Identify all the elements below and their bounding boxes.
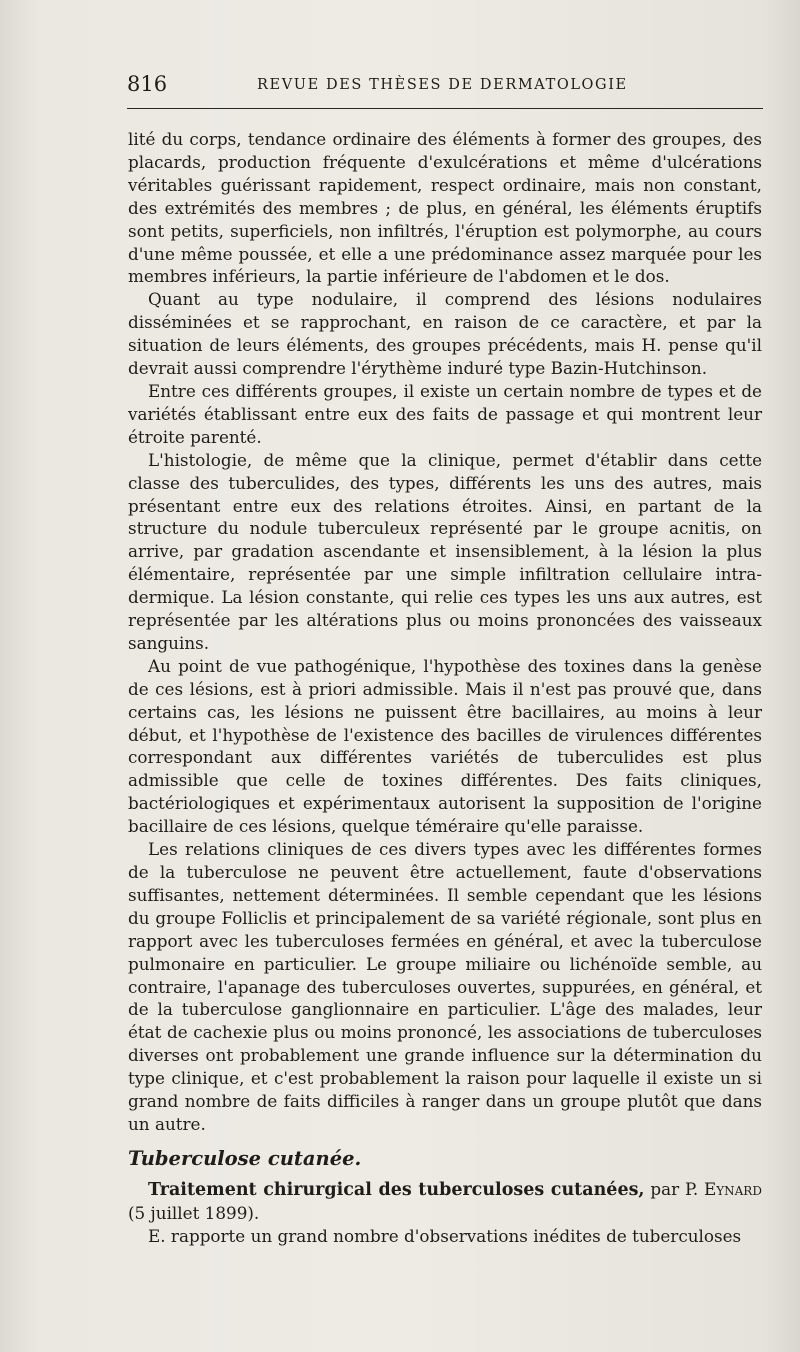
paragraph-2: Quant au type nodulaire, il comprend des lésions nodulaires disséminées et se rapprochant, en raison de ce caractère, et par la situation de leurs éléments, des groupes précédents, mais H. pense qu'il devrait aussi comprendre l'érythème induré type Bazin-Hutchinson.: [128, 289, 762, 379]
body-text: [128, 128, 762, 1248]
paragraph-3: Entre ces différents groupes, il existe un certain nombre de types et de variétés établissant entre eux des faits de passage et qui montrent leur étroite parenté.: [128, 380, 762, 447]
section-title: Tuberculose cutanée.: [128, 1146, 362, 1170]
paragraph-5: Au point de vue pathogénique, l'hypothèse des toxines dans la genèse de ces lésions, est à priori admissible. Mais il n'est pas prouvé que, dans certains cas, les lésions ne puissent être bacillaires, au moins à leur début, et l'hypothèse de l'existence des bacilles de virulences différentes correspondant aux différentes variétés de tuberculides est plus admissible que celle de toxines différentes. Des faits cliniques, bactériologiques et expérimentaux autorisent la supposition de l'origine bacillaire de ces lésions, quelque téméraire qu'elle paraisse.: [128, 655, 762, 837]
article-title: Traitement chirurgical des tuberculoses cutanées,: [148, 1179, 645, 1200]
paragraph-1: lité du corps, tendance ordinaire des éléments à former des groupes, des placards, production fréquente d'exulcérations et même d'ulcérations véritables guérissant rapidement, respect ordinaire, mais non constant, des extrémités des membres ; de plus, en général, les éléments éruptifs sont petits, superficiels, non infiltrés, l'éruption est polymorphe, au cours d'une même poussée, et elle a une prédominance assez marquée pour les membres inférieurs, la partie inférieure de l'abdomen et le dos.: [128, 129, 762, 287]
article-date: (5 juillet 1899).: [128, 1202, 260, 1223]
paragraph-6: Les relations cliniques de ces divers types avec les différentes formes de la tuberculose ne peuvent être actuellement, faute d'observations suffisantes, nettement déterminées. Il semble cependant que les lésions du groupe Folliclis et principalement de sa variété régionale, sont plus en rapport avec les tuberculoses fermées en général, et avec la tuberculose pulmonaire en particulier. Le groupe miliaire ou lichénoïde semble, au contraire, l'apanage des tuberculoses ouvertes, suppurées, en général, et de la tuberculose ganglionnaire en particulier. L'âge des malades, leur état de cachexie plus ou moins prononcé, les associations de tuberculoses diverses ont probablement une grande influence sur la détermination du type clinique, et c'est probablement la raison pour laquelle il existe un si grand nombre de faits difficiles à ranger dans un groupe plutôt que dans un autre.: [128, 839, 762, 1134]
article-author: P. Eynard: [684, 1178, 762, 1199]
page-header: [127, 72, 763, 102]
running-title: REVUE DES THÈSES DE DERMATOLOGIE: [257, 77, 628, 93]
page-number: 816: [127, 72, 168, 96]
article-by: par: [650, 1178, 680, 1199]
article-first-line: E. rapporte un grand nombre d'observations inédites de tuberculoses: [148, 1225, 742, 1246]
header-rule: [127, 108, 763, 109]
article-heading: [128, 1178, 762, 1225]
paragraph-4: L'histologie, de même que la clinique, permet d'établir dans cette classe des tuberculides, des types, différents les uns des autres, mais présentant entre eux des relations étroites. Ainsi, en partant de la structure du nodule tuberculeux représenté par le groupe acnitis, on arrive, par gradation ascendante et insensiblement, à la lésion la plus élémentaire, représentée par une simple infiltration cellulaire intra-dermique. La lésion constante, qui relie ces types les uns aux autres, est représentée par les altérations plus ou moins prononcées des vaisseaux sanguins.: [128, 449, 762, 653]
